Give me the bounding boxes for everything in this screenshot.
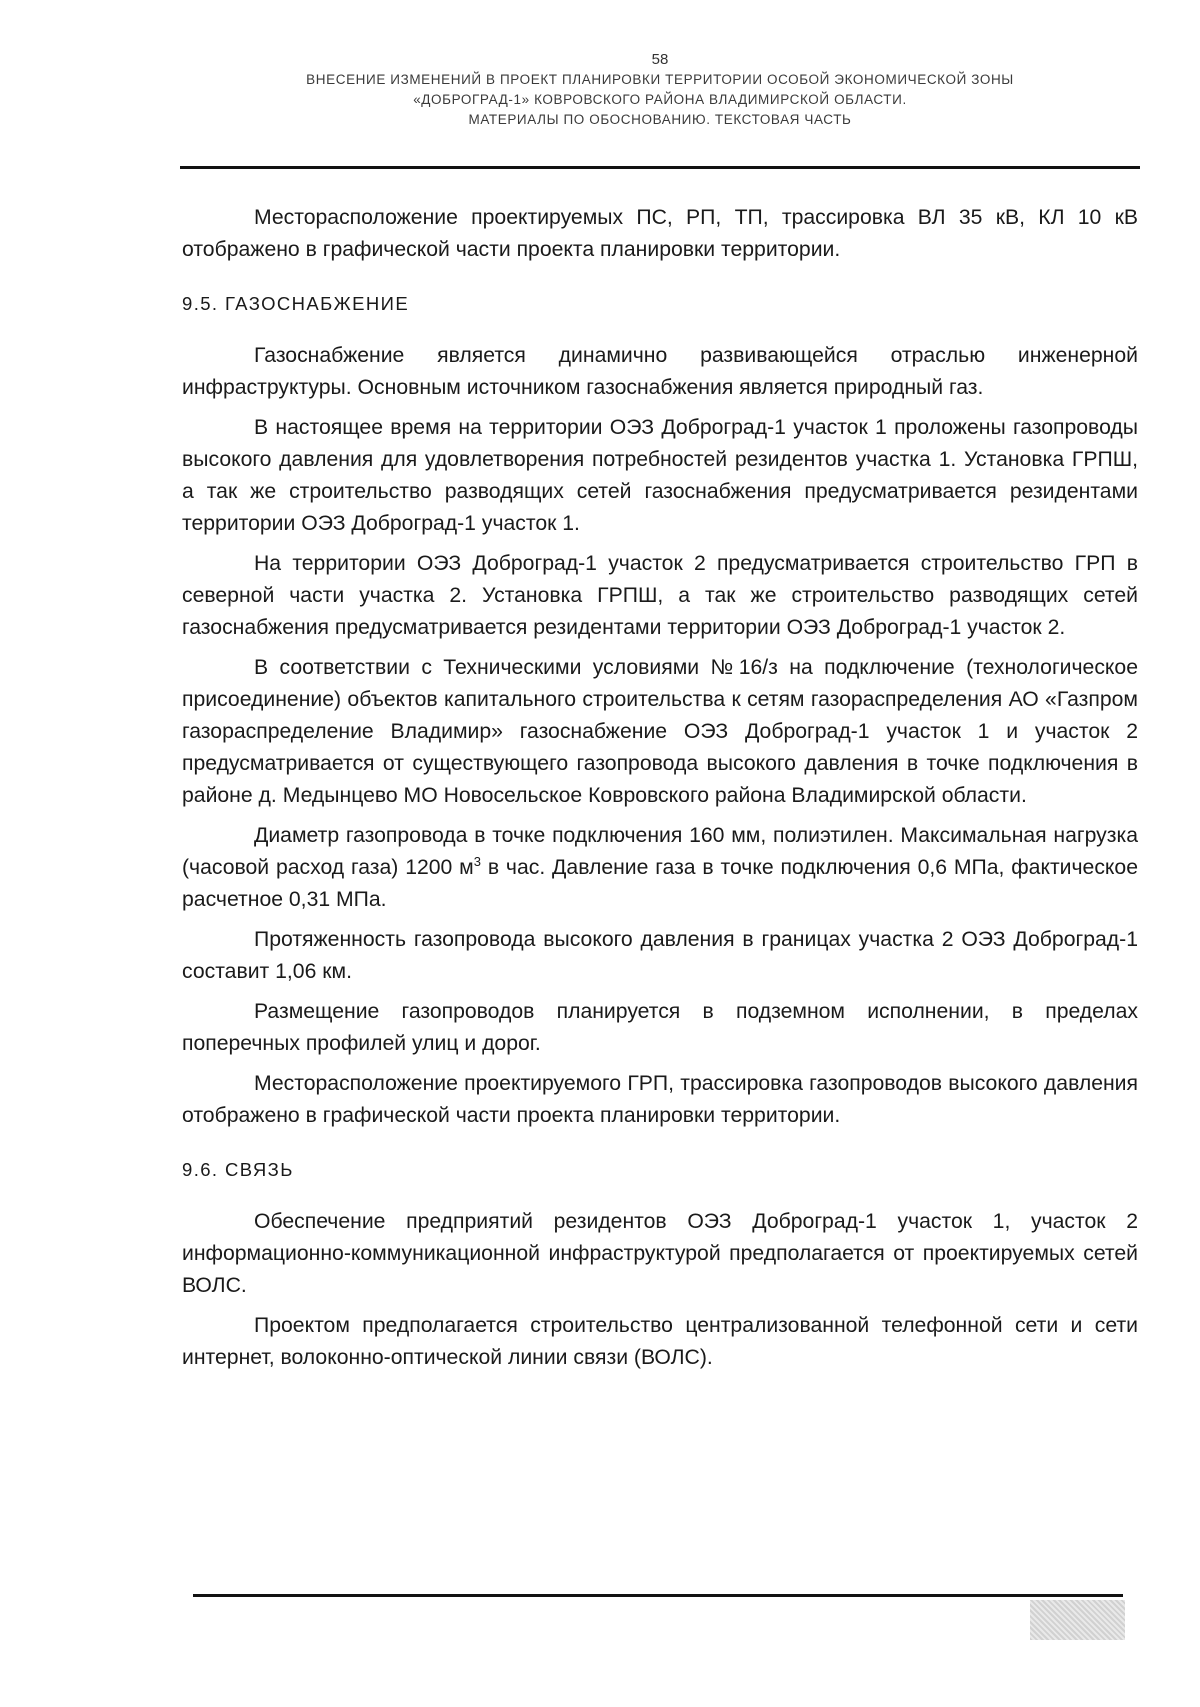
cubic-superscript: 3 xyxy=(473,853,481,869)
paragraph-communications-supply: Обеспечение предприятий резидентов ОЭЗ Доброград-1 участок 1, участок 2 информационно-коммуникационной инфраструктурой предполагается от проектируемых сетей ВОЛС. xyxy=(182,1210,1138,1297)
header-divider xyxy=(180,166,1140,169)
scan-stamp-mark xyxy=(1030,1600,1125,1640)
section-heading-gas-supply: 9.5. ГАЗОСНАБЖЕНИЕ xyxy=(182,293,410,314)
paragraph-pipeline-length: Протяженность газопровода высокого давления в границах участка 2 ОЭЗ Доброград-1 составит 1,06 км. xyxy=(182,928,1138,983)
paragraph-fiber-network: Проектом предполагается строительство централизованной телефонной сети и сети интернет, волоконно-оптической линии связи (ВОЛС). xyxy=(182,1314,1138,1369)
paragraph-gas-intro: Газоснабжение является динамично развивающейся отраслью инженерной инфраструктуры. Основным источником газоснабжения является природный газ. xyxy=(182,344,1138,399)
paragraph-grp-location: Месторасположение проектируемого ГРП, трассировка газопроводов высокого давления отображено в графической части проекта планировки территории. xyxy=(182,1072,1138,1127)
page-number: 58 xyxy=(651,51,669,68)
page-header xyxy=(180,50,1140,130)
document-body xyxy=(182,202,1138,1382)
paragraph-technical-conditions: В соответствии с Техническими условиями №16/з на подключение (технологическое присоединение) объектов капитального строительства к сетям газораспределения АО «Газпром газораспределение Владимир» газоснабжение ОЭЗ Доброград-1 участок 1 и участок 2 предусматривается от существующего газопровода высокого давления в точке подключения в районе д. Медынцево МО Новосельское Ковровского района Владимирской области. xyxy=(182,656,1138,807)
paragraph-gas-site-2: На территории ОЭЗ Доброград-1 участок 2 предусматривается строительство ГРП в северной части участка 2. Установка ГРПШ, а так же строительство разводящих сетей газоснабжения предусматривается резидентами территории ОЭЗ Доброград-1 участок 2. xyxy=(182,552,1138,639)
section-heading-communications: 9.6. СВЯЗЬ xyxy=(182,1159,294,1180)
paragraph-gas-site-1: В настоящее время на территории ОЭЗ Доброград-1 участок 1 проложены газопроводы высокого давления для удовлетворения потребностей резидентов участка 1. Установка ГРПШ, а так же строительство разводящих сетей газоснабжения предусматривается резидентами территории ОЭЗ Доброград-1 участок 1. xyxy=(182,416,1138,535)
pipeline-parameters-text-end: в час. Давление газа в точке подключения 0,6 МПа, фактическое расчетное 0,31 МПа. xyxy=(182,856,1138,911)
header-title-line-3: МАТЕРИАЛЫ ПО ОБОСНОВАНИЮ. ТЕКСТОВАЯ ЧАСТЬ xyxy=(468,112,852,127)
header-title-line-2: «ДОБРОГРАД-1» КОВРОВСКОГО РАЙОНА ВЛАДИМИРСКОЙ ОБЛАСТИ. xyxy=(413,92,907,107)
paragraph-pipeline-parameters xyxy=(182,820,1138,916)
paragraph-substations-location: Месторасположение проектируемых ПС, РП, ТП, трассировка ВЛ 35 кВ, КЛ 10 кВ отображено в графической части проекта планировки территории. xyxy=(182,206,1138,261)
footer-divider xyxy=(193,1594,1123,1597)
header-title-line-1: ВНЕСЕНИЕ ИЗМЕНЕНИЙ В ПРОЕКТ ПЛАНИРОВКИ ТЕРРИТОРИИ ОСОБОЙ ЭКОНОМИЧЕСКОЙ ЗОНЫ xyxy=(306,72,1014,87)
pipeline-parameters-text-start: Диаметр газопровода в точке подключения 160 мм, полиэтилен. Максимальная нагрузка (часовой расход газа) 1200 м xyxy=(182,824,1138,879)
paragraph-pipeline-placement: Размещение газопроводов планируется в подземном исполнении, в пределах поперечных профилей улиц и дорог. xyxy=(182,1000,1138,1055)
